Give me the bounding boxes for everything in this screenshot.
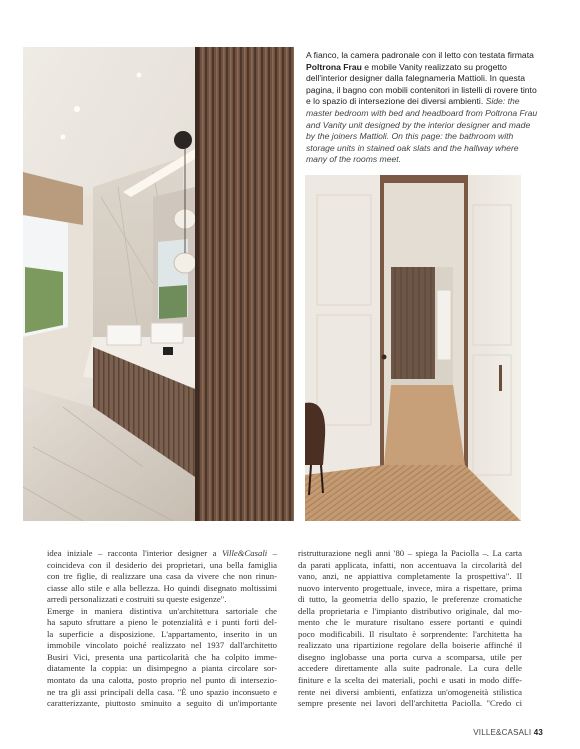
text-line: nuovo intervento progettuale, invece, mira a rispettare, prima bbox=[298, 582, 522, 593]
text-line: della proprietaria e l'impianto distributivo originale, dal mo- bbox=[298, 605, 522, 616]
caption-english: Side: the master bedroom with bed and headboard from Poltrona Frau and Vanity unit designed by the interior designer and made by the joiners Mattioli. On this page: the bathroom with storage units in stained oak slats and the hallway where many of the rooms meet. bbox=[306, 96, 538, 165]
text-line: realizzato una ripartizione regolare della boiserie affinché il bbox=[298, 640, 522, 651]
text-line: diatamente la coppia: un disimpegno a pianta circolare sor- bbox=[47, 663, 277, 674]
body-column-2 bbox=[298, 548, 522, 710]
text-line: immobile vincolato poiché realizzato nel 1937 dall'architetto bbox=[47, 640, 277, 651]
caption-brand: Poltrona Frau bbox=[306, 61, 362, 72]
body-column-1 bbox=[47, 548, 277, 710]
text-line: ristrutturazione negli anni '80 – spiega la Paciolla –. La carta bbox=[298, 548, 522, 558]
text-line: disegno inglobasse una porta curva a scomparsa, utile per bbox=[298, 651, 522, 662]
text-line: Emerge in maniera distintiva un'architettura sartoriale che bbox=[47, 605, 277, 616]
text-line-start: idea iniziale – racconta l'interior designer a bbox=[47, 548, 222, 558]
text-line: da parati applicata, infatti, non accentuava la circolarità del bbox=[298, 559, 522, 570]
page-footer bbox=[473, 728, 543, 737]
text-line: con tre figlie, di realizzare una casa da vivere che non rinun- bbox=[47, 571, 277, 582]
text-line: vano, anzi, ne appiattiva completamente la prospettiva". Il bbox=[298, 571, 522, 582]
caption-italian-1: A fianco, la camera padronale con il letto con testata firmata bbox=[306, 50, 534, 60]
photo-caption bbox=[306, 50, 538, 166]
caption-italian-2: e mobile Vanity realizzato su progetto dell'interior designer dalla falegnameria Mattioli. In questa pagina, il bagno con mobili contenitori in listelli di rovere tinto e lo spazio di intersezione dei diversi ambienti. bbox=[306, 61, 537, 107]
text-line: arredi personalizzati e costruiti su queste esigenze". bbox=[47, 594, 227, 605]
text-line: caratterizzante, piuttosto sminuito a seguito di un'importante bbox=[47, 698, 277, 709]
text-line: ne tra gli assi principali della casa. "È uno spazio inconsueto e bbox=[47, 686, 277, 697]
text-line: coincideva con il desiderio dei proprietari, una bella famiglia bbox=[47, 559, 277, 570]
text-line: mento che le murature risultano essere portanti e quindi bbox=[298, 617, 522, 628]
magazine-name: VILLE&CASALI bbox=[473, 728, 532, 737]
page-number: 43 bbox=[533, 728, 543, 737]
text-line: montato da una calotta, posto proprio nel punto di intersezio- bbox=[47, 675, 277, 686]
bathroom-photo bbox=[23, 47, 294, 521]
text-line: sempre presente nei lavori dell'architetta Paciolla. "Credo ci bbox=[298, 698, 522, 709]
bathroom-photo-drawing bbox=[23, 47, 294, 521]
hallway-photo-drawing bbox=[305, 175, 521, 521]
hallway-photo bbox=[305, 175, 521, 521]
text-line: la superficie a disposizione. L'appartamento, inserito in un bbox=[47, 628, 277, 639]
text-line-end: – bbox=[267, 548, 278, 558]
text-line: ciasse allo stile e alla bellezza. Ho quindi disegnato moltissimi bbox=[47, 582, 277, 593]
text-line: finiture e la scelta dei materiali, pochi e usati in modo diffe- bbox=[298, 675, 522, 686]
text-line: Busiri Vici, presenta una particolarità che ha colpito imme- bbox=[47, 651, 277, 662]
text-line: accedere direttamente alla suite padronale. La cura delle bbox=[298, 663, 522, 674]
text-line: poco modificabili. Il risultato è sorprendente: l'architetta ha bbox=[298, 628, 522, 639]
text-line: ha saputo sfruttare a pieno le potenzialità e i punti forti del- bbox=[47, 617, 277, 628]
text-line: di tutto, la geometria dello spazio, le preferenze cromatiche bbox=[298, 594, 522, 605]
text-line: rente nei diversi ambienti, enfatizza un'omogeneità stilistica bbox=[298, 686, 522, 697]
magazine-name-italic: Ville&Casali bbox=[221, 548, 268, 558]
text-line bbox=[47, 548, 277, 560]
